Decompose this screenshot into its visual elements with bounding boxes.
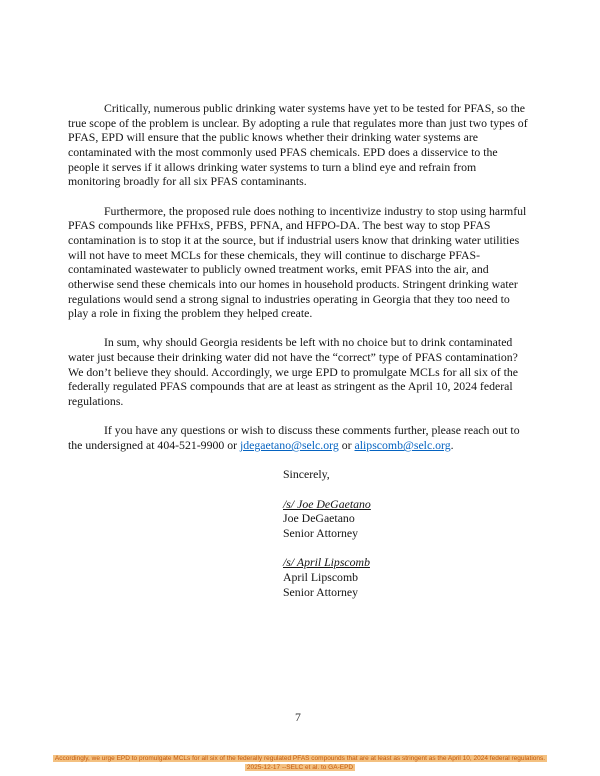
- contact-text-before: If you have any questions or wish to discuss these comments further, please reach out to the undersigned at 404-521-9900 or: [68, 423, 520, 453]
- signature-line: /s/ Joe DeGaetano: [283, 496, 371, 511]
- signer-title: Senior Attorney: [283, 584, 359, 599]
- paragraph-industry-incentives: Furthermore, the proposed rule does nothing to incentivize industry to stop using harmful PFAS compounds like PFHxS, PFBS, PFNA, and HFPO-DA. The best way to stop PFAS contamination is to stop it at the source, but if industrial users know that drinking water utilities will not have to meet MCLs for these chemicals, they will continue to discharge PFAS-contaminated wastewater to publicly owned treatment works, emit PFAS into the air, and otherwise send these chemicals into our homes in household products. Stringent drinking water regulations would send a strong signal to industries operating in Georgia that they too need to play a role in fixing the problem they helped create.: [68, 203, 527, 321]
- paragraph-conclusion: In sum, why should Georgia residents be left with no choice but to drink contaminated water just because their drinking water did not have the “correct” type of PFAS contamination? We don’t believe they should. Accordingly, we urge EPD to promulgate MCLs for all six of the federally regulated PFAS compounds that are at least as stringent as the April 10, 2024 federal regulations.: [68, 335, 518, 409]
- page-number: 7: [295, 710, 301, 724]
- signature-block-april-lipscomb: [283, 555, 530, 599]
- closing-salutation: Sincerely,: [283, 467, 330, 482]
- closing-block: [283, 467, 530, 599]
- signer-name: Joe DeGaetano: [283, 511, 355, 526]
- signature-line: /s/ April Lipscomb: [283, 555, 370, 570]
- signer-name: April Lipscomb: [283, 569, 359, 584]
- bates-stamp: [0, 755, 600, 772]
- contact-text-after: .: [450, 438, 454, 453]
- email-link-alipscomb[interactable]: alipscomb@selc.org: [354, 438, 451, 453]
- stamp-line-1: Accordingly, we urge EPD to promulgate MCLs for all six of the federally regulated PFAS compounds that are at least as stringent as the April 10, 2024 federal regulations.: [54, 755, 546, 762]
- email-link-jdegaetano[interactable]: jdegaetano@selc.org: [240, 438, 339, 453]
- stamp-line-2: 2025-12-17 --SELC et al. to GA-EPD: [246, 763, 354, 771]
- paragraph-testing-coverage: Critically, numerous public drinking water systems have yet to be tested for PFAS, so the true scope of the problem is unclear. By adopting a rule that regulates more than just two types of PFAS, EPD will ensure that the public knows whether their drinking water systems are contaminated with the most commonly used PFAS chemicals. EPD does a disservice to the people it serves if it allows drinking water systems to turn a blind eye and refrain from monitoring broadly for all six PFAS contaminants.: [68, 101, 528, 189]
- signer-title: Senior Attorney: [283, 525, 359, 540]
- letter-body: [68, 101, 530, 614]
- signature-block-joe-degaetano: [283, 497, 530, 541]
- contact-text-middle: or: [338, 438, 355, 453]
- contact-paragraph: [68, 423, 530, 452]
